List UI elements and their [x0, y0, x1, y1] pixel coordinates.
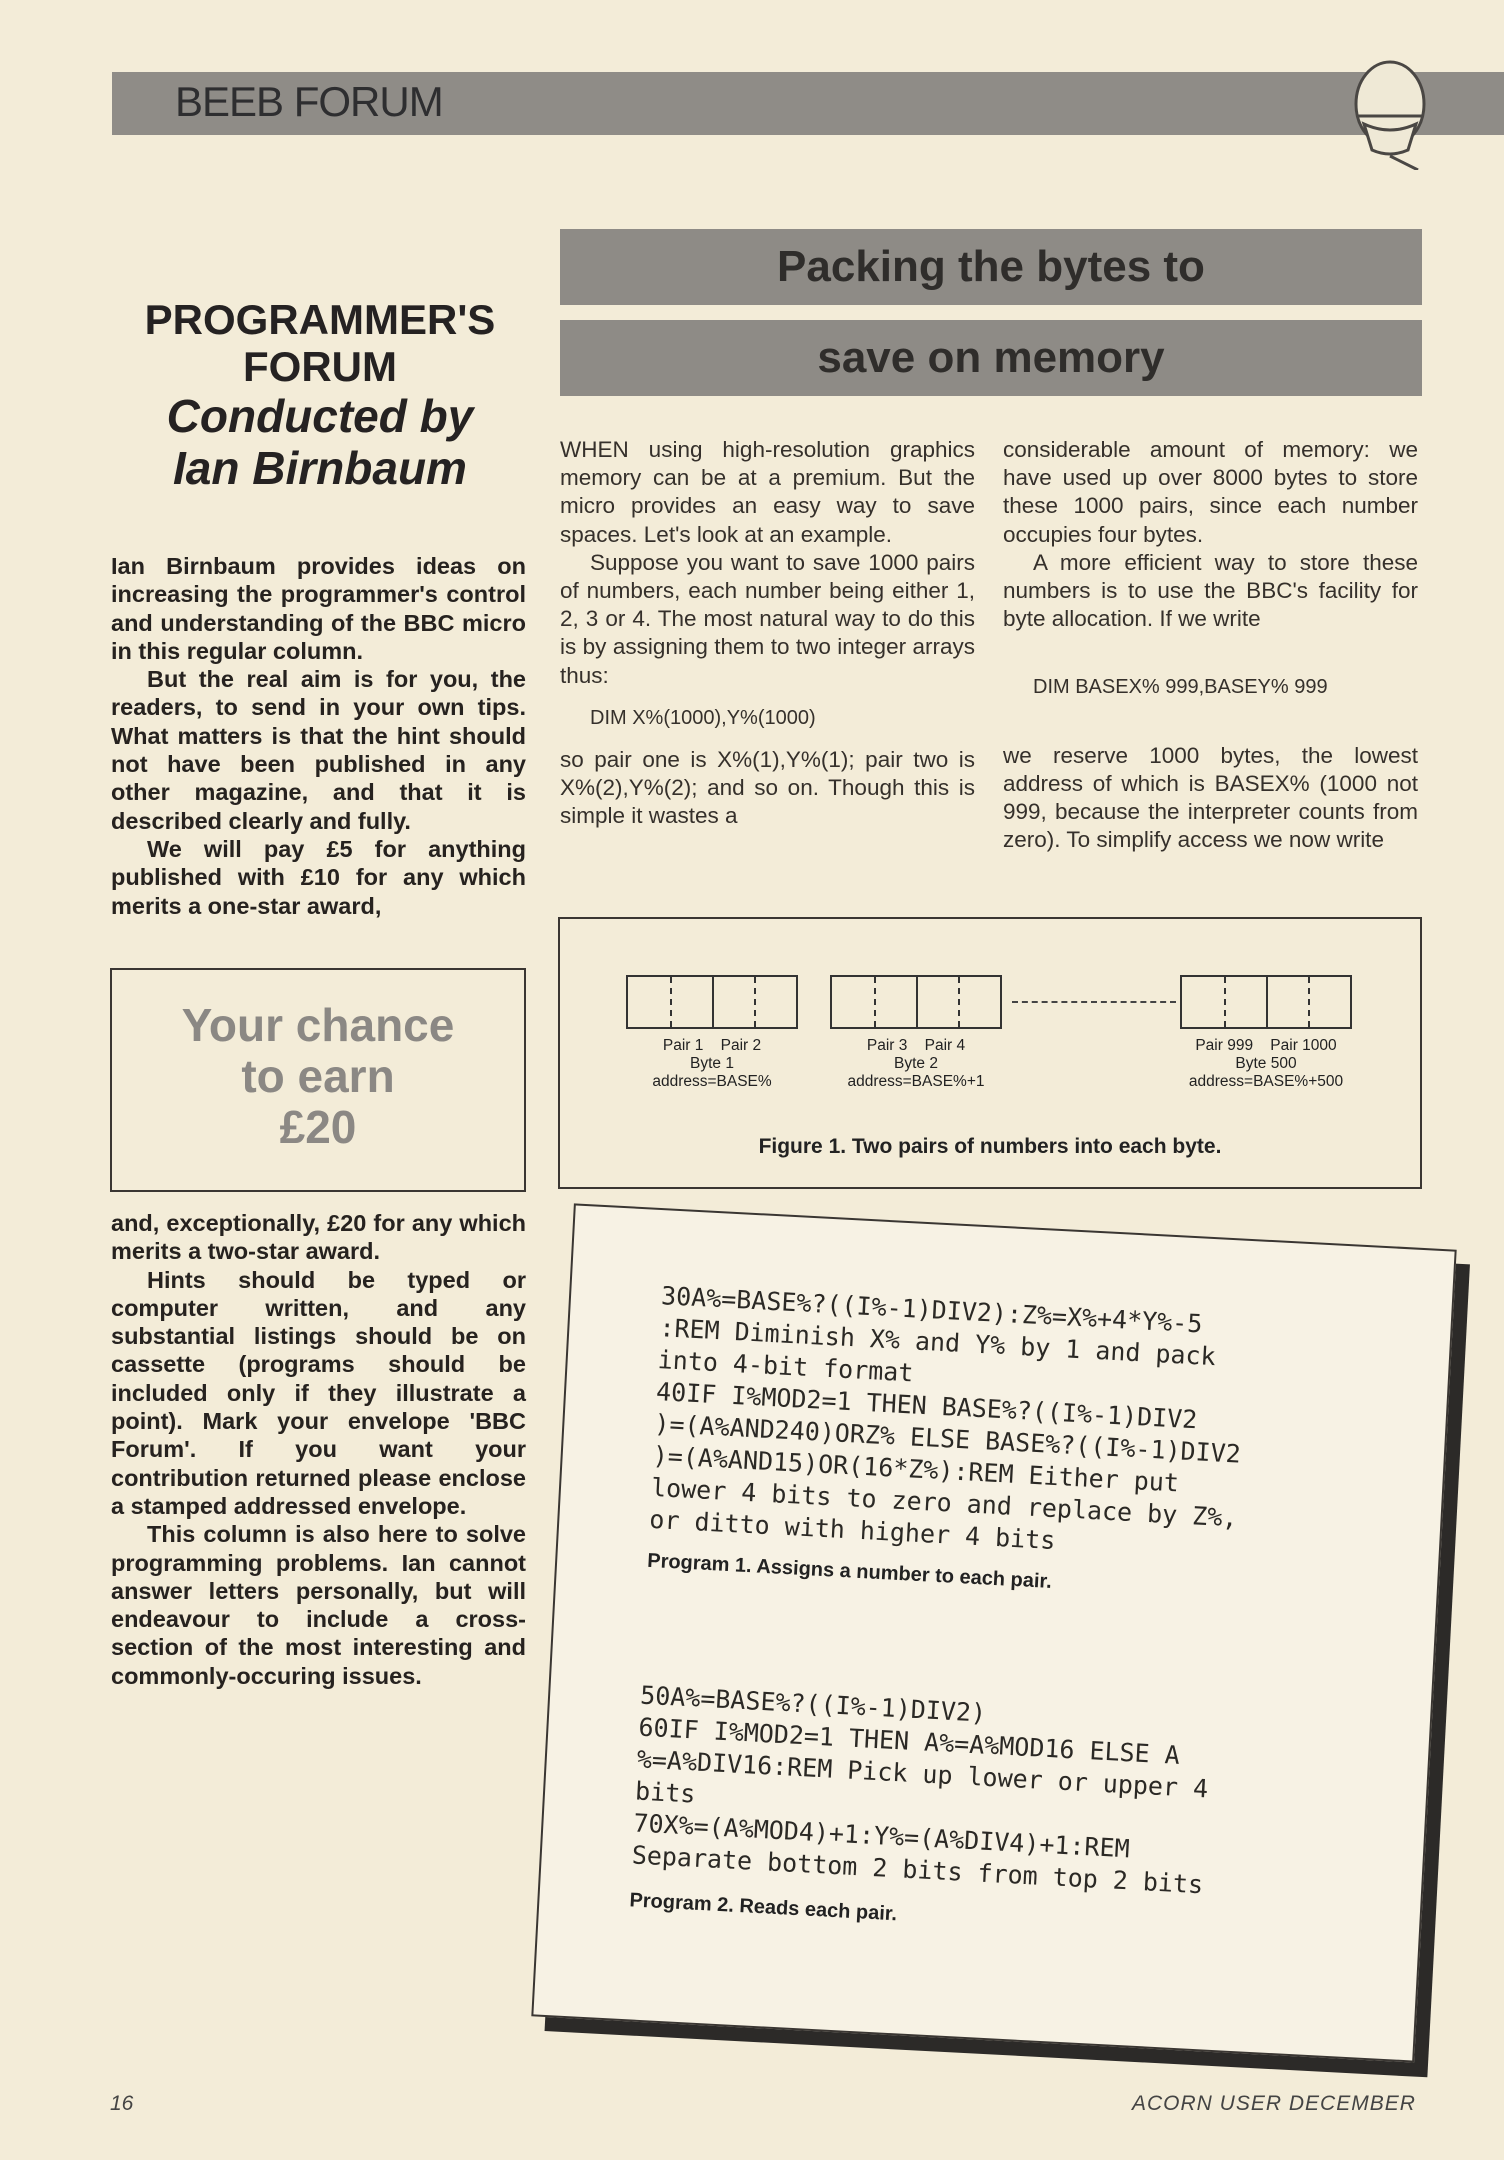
publication-footer: ACORN USER DECEMBER: [1132, 2092, 1416, 2115]
forum-heading: [110, 296, 530, 494]
sidebar-continued: [111, 1209, 526, 1690]
article-title-line-1: Packing the bytes to: [560, 229, 1422, 305]
paragraph: But the real aim is for you, the readers, to send in your own tips. What matters is that the hint should not have been published in any other magazine, and that it is described clearly and fully.: [111, 666, 526, 834]
code-snippet: DIM X%(1000),Y%(1000): [590, 706, 816, 729]
paragraph: Suppose you want to save 1000 pairs of numbers, each number being either 1, 2, 3 or 4. The most natural way to do this is by assigning them to two integer arrays thus:: [560, 549, 975, 688]
paragraph: Hints should be typed or computer written, and any substantial listings should be on cassette (programs should be included only if they illustrate a point). Mark your envelope 'BBC Forum'. If you want your contribution returned please enclose a stamped addressed envelope.: [111, 1266, 526, 1519]
continuation-dashes: [1012, 1001, 1176, 1003]
paragraph: considerable amount of memory: we have used up over 8000 bytes to store these 1000 pairs, since each number occupies four bytes.: [1003, 437, 1418, 547]
program-listings-card: [531, 1203, 1456, 2062]
program-1-caption: Program 1. Assigns a number to each pair.: [646, 1549, 1053, 1593]
byte-label: Pair 999 Pair 1000 Byte 500 address=BASE%+500: [1188, 1037, 1344, 1090]
body-column-1: [560, 436, 975, 831]
promo-line: Your chance: [181, 999, 455, 1051]
program-2-listing: 50A%=BASE%?((I%-1)DIV2) 60IF I%MOD2=1 THEN A%=A%MOD16 ELSE A %=A%DIV16:REM Pick up lower or upper 4 bits 70X%=(A%MOD4)+1:Y%=(A%DIV4)+1:REM Separate bottom 2 bits from top 2 bits: [631, 1680, 1209, 1900]
paragraph: and, exceptionally, £20 for any which merits a two-star award.: [111, 1210, 526, 1265]
figure-1: [558, 917, 1422, 1189]
article-title-line-2: save on memory: [560, 320, 1422, 396]
paragraph: so pair one is X%(1),Y%(1); pair two is X%(2),Y%(2); and so on. Though this is simple it wastes a: [560, 747, 975, 829]
paragraph: Ian Birnbaum provides ideas on increasing the programmer's control and understanding of the BBC micro in this regular column.: [111, 553, 526, 664]
promo-box: [110, 968, 526, 1192]
paragraph: WHEN using high-resolution graphics memory can be at a premium. But the micro provides an easy way to save spaces. Let's look at an example.: [560, 437, 975, 547]
byline-conducted: Conducted by: [166, 390, 474, 442]
figure-caption: Figure 1. Two pairs of numbers into each byte.: [758, 1135, 1222, 1158]
body-column-2: [1003, 436, 1418, 854]
paragraph: We will pay £5 for anything published with £10 for any which merits a one-star award,: [111, 835, 526, 919]
section-title: BEEB FORUM: [175, 78, 443, 125]
paragraph: This column is also here to solve programming problems. Ian cannot answer letters personally, but will endeavour to include a cross-section of the most interesting and commonly-occuring issues.: [111, 1521, 526, 1689]
byline-author: Ian Birnbaum: [173, 442, 467, 494]
program-1-listing: 30A%=BASE%?((I%-1)DIV2):Z%=X%+4*Y%-5 :REM Diminish X% and Y% by 1 and pack into 4-bit format 40IF I%MOD2=1 THEN BASE%?((I%-1)DIV2 )=(A%AND240)ORZ% ELSE BASE%?((I%-1)DIV2 )=(A%AND15)OR(16*Z%):REM Either put lower 4 bits to zero and replace by Z%, or ditto with higher 4 bits: [648, 1281, 1242, 1556]
code-snippet: DIM BASEX% 999,BASEY% 999: [1033, 676, 1328, 699]
heading-programmers: PROGRAMMER'S: [144, 296, 496, 343]
byte-box: [626, 975, 798, 1029]
sidebar-intro: [111, 552, 526, 920]
program-2-caption: Program 2. Reads each pair.: [628, 1889, 898, 1926]
byte-box: [830, 975, 1002, 1029]
acorn-egg-icon: [1350, 58, 1430, 170]
byte-label: Pair 1 Pair 2 Byte 1 address=BASE%: [652, 1037, 772, 1090]
promo-line: to earn: [241, 1050, 395, 1102]
paragraph: we reserve 1000 bytes, the lowest address of which is BASEX% (1000 not 999, because the interpreter counts from zero). To simplify access we now write: [1003, 742, 1418, 853]
heading-forum: FORUM: [243, 343, 397, 390]
byte-label: Pair 3 Pair 4 Byte 2 address=BASE%+1: [847, 1037, 985, 1090]
byte-box: [1180, 975, 1352, 1029]
promo-line: £20: [279, 1101, 357, 1153]
page-number: 16: [110, 2092, 134, 2115]
paragraph: A more efficient way to store these numbers is to use the BBC's facility for byte allocation. If we write: [1003, 549, 1418, 632]
